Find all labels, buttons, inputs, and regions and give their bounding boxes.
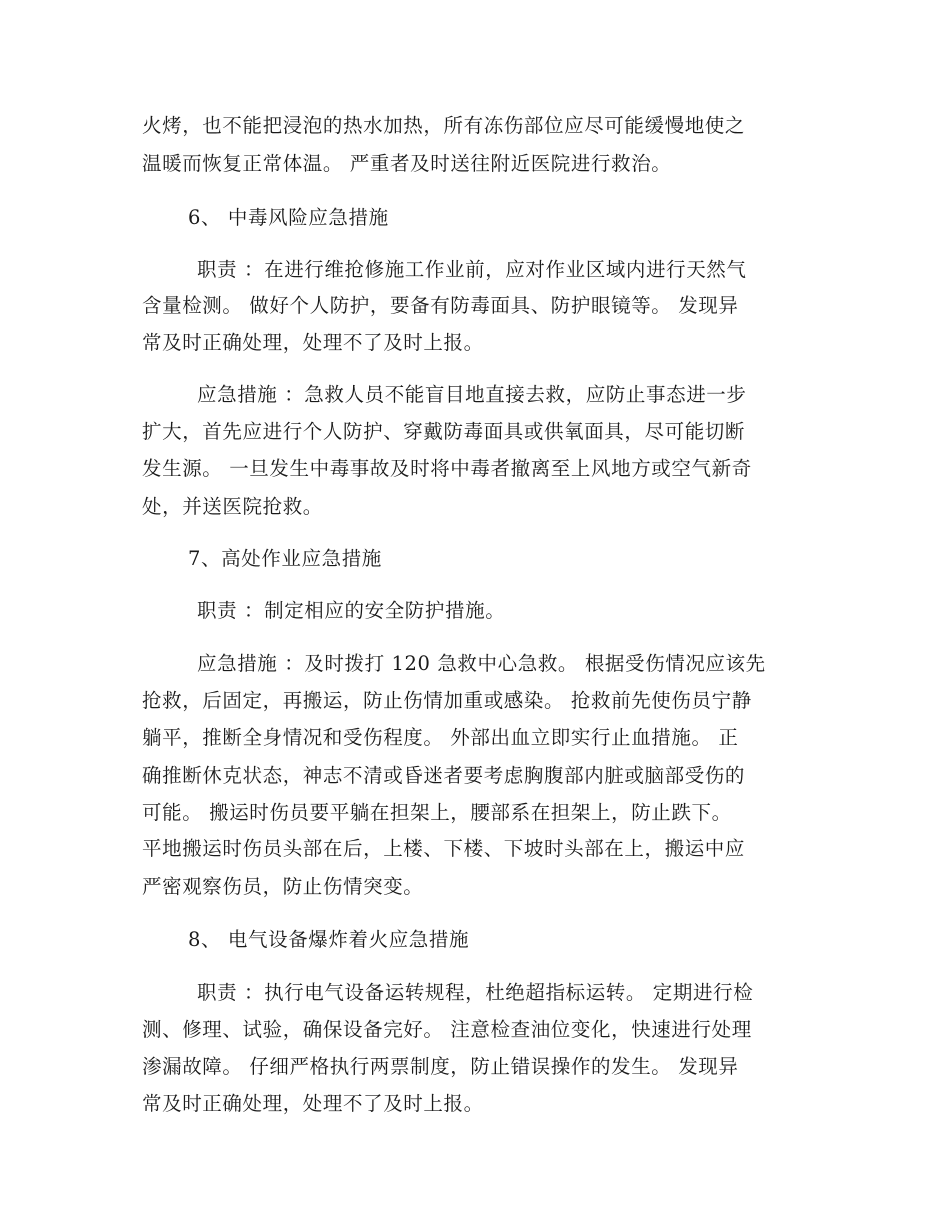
- text-line: 常及时正确处理，处理不了及时上报。: [142, 1092, 484, 1115]
- text-line: 处，并送医院抢救。: [142, 495, 323, 518]
- section-heading: 6、 中毒风险应急措施: [188, 206, 389, 229]
- text-line: 职责 ：制定相应的安全防护措施。: [197, 599, 506, 622]
- text-line: 抢救，后固定，再搬运，防止伤情加重或感染。 抢救前先使伤员宁静: [142, 689, 752, 712]
- text-line: 渗漏故障。 仔细严格执行两票制度，防止错误操作的发生。 发现异: [142, 1055, 739, 1078]
- section-heading: 8、 电气设备爆炸着火应急措施: [188, 928, 470, 951]
- text-line: 平地搬运时伤员头部在后，上楼、下楼、下坡时头部在上，搬运中应: [142, 837, 746, 860]
- text-line: 常及时正确处理，处理不了及时上报。: [142, 331, 484, 354]
- text-line: 火烤，也不能把浸泡的热水加热，所有冻伤部位应尽可能缓慢地使之: [142, 114, 746, 137]
- text-line: 可能。 搬运时伤员要平躺在担架上，腰部系在担架上，防止跌下。: [142, 801, 732, 824]
- text-line: 温暖而恢复正常体温。 严重者及时送往附近医院进行救治。: [142, 152, 672, 175]
- text-line: 躺平，推断全身情况和受伤程度。 外部出血立即实行止血措施。 正: [142, 726, 739, 749]
- text-line: 扩大，首先应进行个人防护、穿戴防毒面具或供氧面具，尽可能切断: [142, 420, 746, 443]
- text-line: 发生源。 一旦发生中毒事故及时将中毒者撤离至上风地方或空气新奇: [142, 457, 752, 480]
- text-line: 应急措施 ：急救人员不能盲目地直接去救，应防止事态进一步: [197, 383, 747, 406]
- section-heading: 7、高处作业应急措施: [188, 547, 382, 570]
- text-line: 职责 ：执行电气设备运转规程，杜绝超指标运转。 定期进行检: [197, 981, 754, 1004]
- text-line: 严密观察伤员，防止伤情突变。: [142, 875, 424, 898]
- text-line: 职责 ：在进行维抢修施工作业前，应对作业区域内进行天然气: [197, 258, 747, 281]
- text-line: 含量检测。 做好个人防护，要备有防毒面具、防护眼镜等。 发现异: [142, 294, 739, 317]
- text-line: 测、修理、试验，确保设备完好。 注意检查油位变化，快速进行处理: [142, 1018, 752, 1041]
- text-line: 应急措施 ：及时拨打 120 急救中心急救。 根据受伤情况应该先: [197, 652, 766, 675]
- text-line: 确推断休克状态，神志不清或昏迷者要考虑胸腹部内脏或脑部受伤的: [142, 764, 746, 787]
